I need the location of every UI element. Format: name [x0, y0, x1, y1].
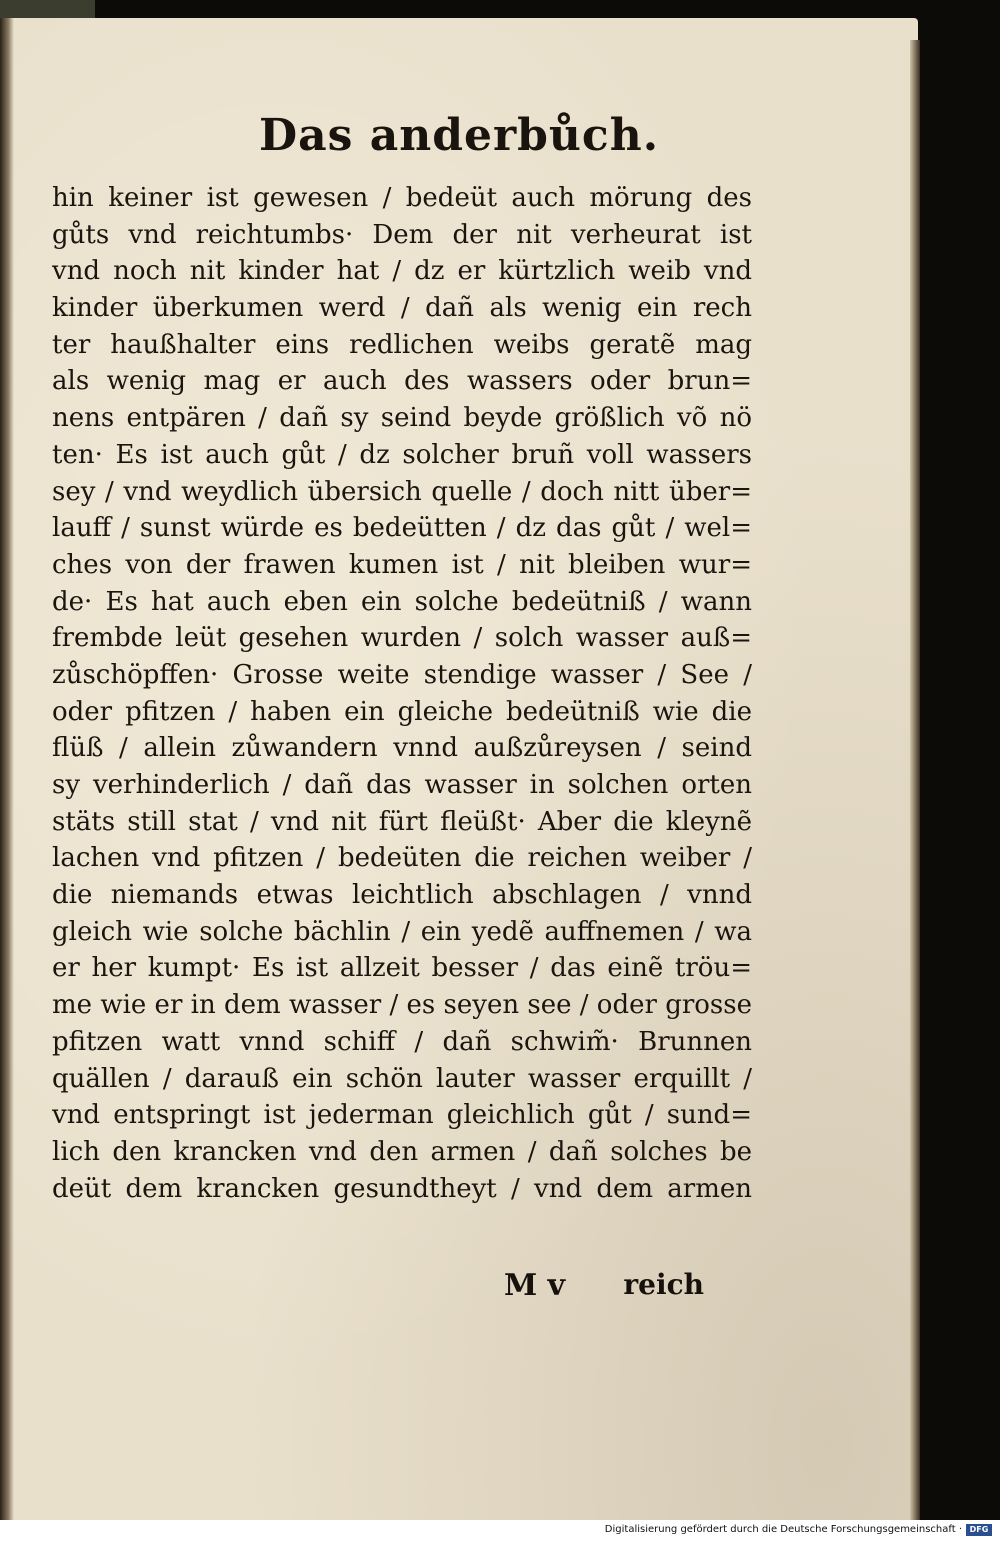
text-line: pfitzen watt vnnd schiff / dañ schwim̃· Brunnen [52, 1026, 752, 1057]
text-line: gůts vnd reichtumbs· Dem der nit verheurat ist [52, 219, 752, 250]
text-line: lauff / sunst würde es bedeütten / dz das gůt / wel= [52, 513, 752, 544]
book-gutter [0, 18, 14, 1520]
text-line: ten· Es ist auch gůt / dz solcher bruñ voll wassers [52, 439, 752, 470]
text-line: ches von der frawen kumen ist / nit bleiben wur= [52, 549, 752, 580]
signature-row [504, 1268, 714, 1314]
text-line: ter haußhalter eins redlichen weibs geratẽ mag [52, 329, 752, 360]
text-line: frembde leüt gesehen wurden / solch wasser auß= [52, 623, 752, 654]
text-line: quällen / darauß ein schön lauter wasser erquillt / [52, 1063, 752, 1094]
text-line: er her kumpt· Es ist allzeit besser / das einẽ tröu= [52, 953, 752, 984]
text-line: vnd noch nit kinder hat / dz er kürtzlich weib vnd [52, 256, 752, 287]
text-line: vnd entspringt ist jederman gleichlich gůt / sund= [52, 1100, 752, 1131]
page-edge [910, 40, 920, 1520]
footer-credit: Digitalisierung gefördert durch die Deutsche Forschungsgemeinschaft · [604, 1524, 962, 1535]
text-line: die niemands etwas leichtlich abschlagen / vnnd [52, 880, 752, 911]
footer [0, 1520, 1000, 1541]
text-line: flüß / allein zůwandern vnnd außzůreysen / seind [52, 733, 752, 764]
text-line: deüt dem krancken gesundtheyt / vnd dem armen [52, 1173, 752, 1204]
text-line: lich den krancken vnd den armen / dañ solches be [52, 1136, 752, 1167]
text-block [52, 180, 752, 1207]
text-line: kinder überkumen werd / dañ als wenig ein rech [52, 293, 752, 324]
book-page [4, 18, 918, 1520]
text-line: me wie er in dem wasser / es seyen see / oder grosse [52, 990, 752, 1021]
catchword: reich [623, 1268, 704, 1301]
text-line: sey / vnd weydlich übersich quelle / doch nitt über= [52, 476, 752, 507]
text-line: als wenig mag er auch des wassers oder brun= [52, 366, 752, 397]
text-line: lachen vnd pfitzen / bedeüten die reichen weiber / [52, 843, 752, 874]
running-head: Das anderbůch. [258, 110, 660, 161]
dfg-logo: DFG [966, 1524, 992, 1536]
text-line: de· Es hat auch eben ein solche bedeütniß / wann [52, 586, 752, 617]
text-line: nens entpären / dañ sy seind beyde größlich võ nö [52, 403, 752, 434]
text-line: oder pfitzen / haben ein gleiche bedeütniß wie die [52, 696, 752, 727]
signature-mark: M v [504, 1268, 566, 1303]
text-line: sy verhinderlich / dañ das wasser in solchen orten [52, 770, 752, 800]
text-line: gleich wie solche bächlin / ein yedẽ auffnemen / wa [52, 916, 752, 947]
text-line: stäts still stat / vnd nit fürt fleüßt· Aber die kleynẽ [52, 806, 752, 837]
text-line: hin keiner ist gewesen / bedeüt auch mörung des [52, 183, 752, 213]
text-line: zůschöpffen· Grosse weite stendige wasser / See / [52, 659, 752, 690]
